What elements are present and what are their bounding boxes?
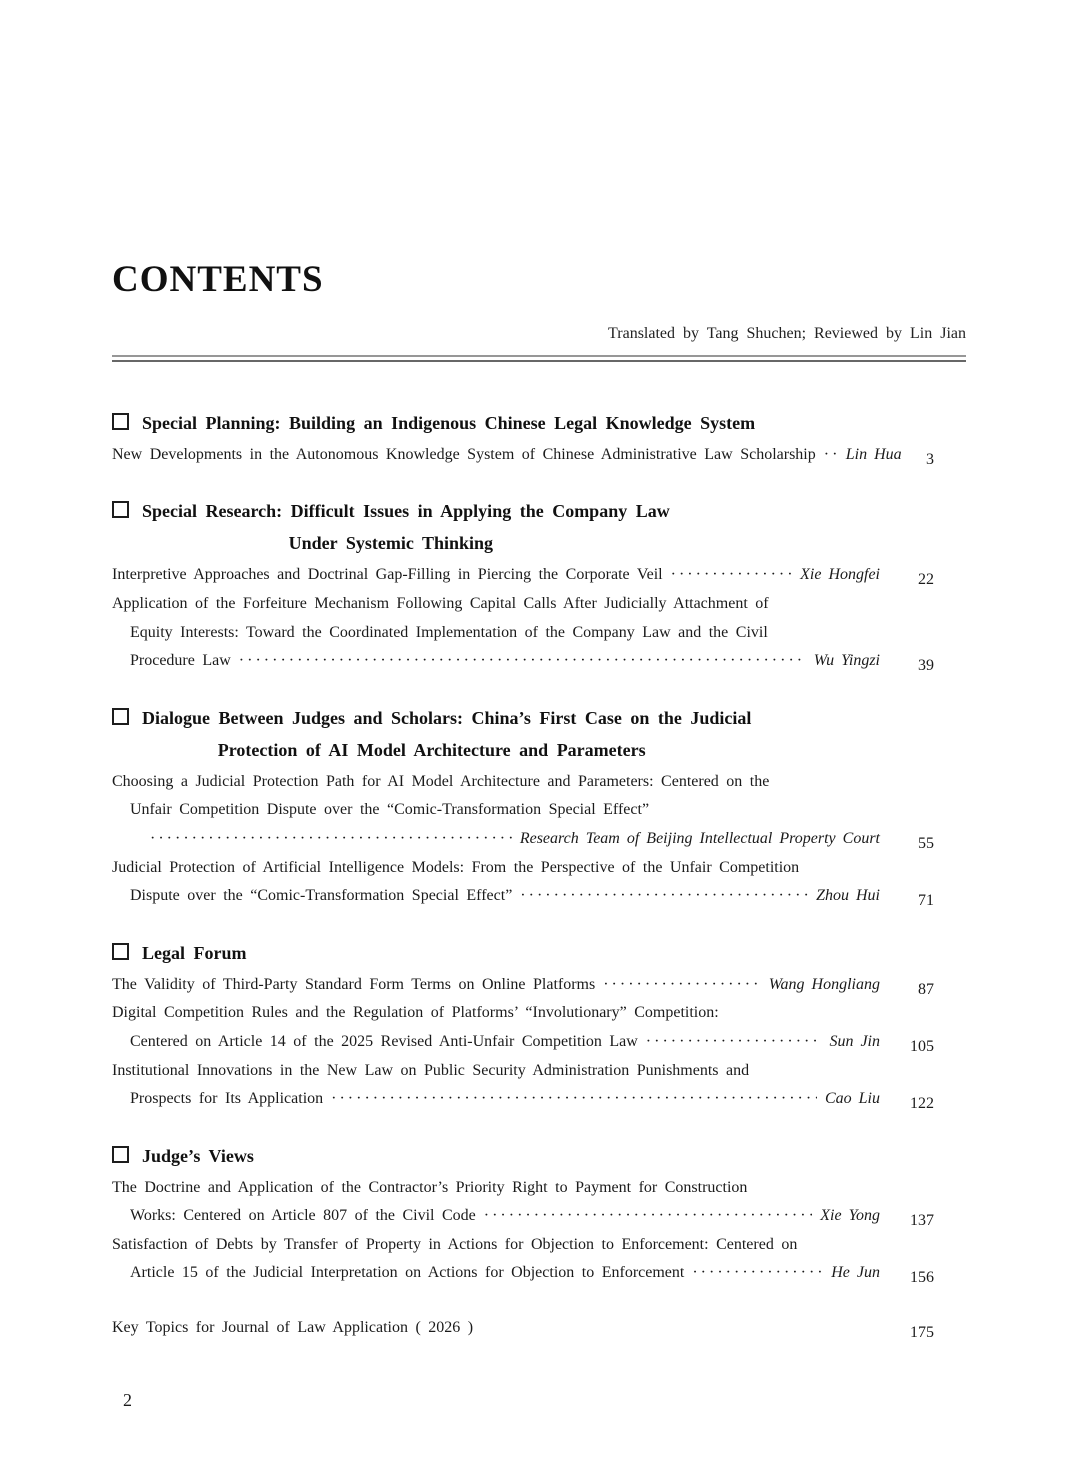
section-heading-text: [112, 407, 755, 439]
toc-entry-last-line: [112, 561, 880, 590]
toc-entry: [112, 999, 966, 1056]
toc-entry: [112, 854, 966, 911]
toc-entry-text-block: [112, 590, 880, 676]
toc-entry-text-block: [112, 441, 902, 470]
toc-entry-last-line: [112, 971, 880, 1000]
section-entries: [112, 1174, 966, 1288]
dot-leader: [520, 882, 808, 911]
toc-entry-line: Application of the Forfeiture Mechanism Following Capital Calls After Judicially Attachment of: [112, 594, 769, 612]
entry-author: Zhou Hui: [816, 887, 880, 905]
header-double-rule: [112, 355, 966, 362]
dot-leader: [603, 971, 760, 1000]
dot-leader: [692, 1259, 823, 1288]
entry-author: Lin Hua: [845, 445, 902, 463]
section-entries: [112, 768, 966, 911]
toc-entry-last-line: [112, 441, 902, 470]
toc-entry: [112, 561, 966, 590]
section-checkbox-icon: [112, 1146, 129, 1163]
dot-leader: [150, 825, 512, 854]
toc-entry-title: New Developments in the Autonomous Knowledge System of Chinese Administrative Law Scholarship: [112, 445, 816, 463]
standalone-entry-section: [112, 1314, 966, 1343]
toc-entry-text-block: [112, 561, 880, 590]
toc-entry-title: Works: Centered on Article 807 of the Civil Code: [130, 1207, 476, 1225]
entry-author: Xie Yong: [820, 1207, 880, 1225]
dot-leader: [239, 647, 806, 676]
toc-entry-last-line: [112, 647, 880, 676]
toc-entry-title: The Validity of Third-Party Standard Form Terms on Online Platforms: [112, 975, 596, 993]
section-heading-text: [112, 1140, 254, 1172]
entry-page-number: 156: [910, 1269, 934, 1287]
toc-entry-text-block: [112, 1314, 880, 1343]
entry-page-number: 3: [926, 450, 934, 468]
toc-entry-text-block: [112, 1231, 880, 1288]
entry-author: Cao Liu: [824, 1090, 880, 1108]
section-heading-text: [112, 495, 670, 559]
toc-section: [112, 495, 966, 675]
toc-entry-last-line: [112, 1028, 880, 1057]
section-entries: [112, 971, 966, 1114]
entry-author: Wu Yingzi: [813, 652, 880, 670]
toc-entry-text-block: [112, 1057, 880, 1114]
section-checkbox-icon: [112, 413, 129, 430]
toc-entry-last-line: [112, 1202, 880, 1231]
toc-entry-line: Choosing a Judicial Protection Path for AI Model Architecture and Parameters: Centered on the: [112, 772, 770, 790]
toc-entry: [112, 971, 966, 1000]
entry-author: He Jun: [831, 1264, 880, 1282]
toc-section: [112, 1140, 966, 1288]
section-heading-line: Judge’s Views: [142, 1145, 254, 1166]
page-title: CONTENTS: [112, 259, 324, 300]
toc-entry: [112, 1231, 966, 1288]
entry-page-number: 105: [910, 1037, 934, 1055]
toc-entry-text-block: [112, 999, 880, 1056]
entry-author: Sun Jin: [829, 1032, 880, 1050]
toc-entry: [112, 1314, 966, 1343]
section-entries: [112, 441, 966, 470]
entry-author: Research Team of Beijing Intellectual Property Court: [519, 829, 880, 847]
dot-leader: [671, 561, 793, 590]
toc-section: [112, 702, 966, 911]
section-heading-line: Special Planning: Building an Indigenous Chinese Legal Knowledge System: [142, 412, 756, 433]
dot-leader: [484, 1202, 812, 1231]
footer-page-number: 2: [123, 1390, 132, 1410]
entry-page-number: 137: [910, 1212, 934, 1230]
section-checkbox-icon: [112, 501, 129, 518]
toc-entry-title: Interpretive Approaches and Doctrinal Gap-Filling in Piercing the Corporate Veil: [112, 566, 663, 584]
entry-page-number: 55: [918, 834, 934, 852]
toc-entry-line: Unfair Competition Dispute over the “Comic-Transformation Special Effect”: [130, 801, 650, 819]
section-heading: [112, 407, 966, 439]
toc-entry-last-line: [112, 825, 880, 854]
toc-entry-line: Equity Interests: Toward the Coordinated Implementation of the Company Law and the Civil: [130, 623, 768, 641]
toc-entry: [112, 768, 966, 854]
toc-entry-line: The Doctrine and Application of the Contractor’s Priority Right to Payment for Construction: [112, 1178, 748, 1196]
toc-entry-title: Centered on Article 14 of the 2025 Revised Anti-Unfair Competition Law: [130, 1032, 638, 1050]
dot-leader: [331, 1085, 817, 1114]
toc-entry-last-line: [112, 1314, 880, 1343]
dot-leader: [646, 1028, 822, 1057]
toc-entry-last-line: [112, 1259, 880, 1288]
toc-entry-last-line: [112, 882, 880, 911]
toc-entry-text-block: [112, 768, 880, 854]
toc-entry-title: Prospects for Its Application: [130, 1090, 324, 1108]
contents-page: [112, 0, 966, 1343]
section-checkbox-icon: [112, 943, 129, 960]
toc-entry-text-block: [112, 1174, 880, 1231]
toc-section: [112, 407, 966, 470]
toc-entry-title: Key Topics for Journal of Law Application ( 2026 ): [112, 1319, 474, 1337]
toc-section: [112, 937, 966, 1114]
entry-page-number: 87: [918, 980, 934, 998]
toc-entry: [112, 590, 966, 676]
toc-entry-line: Institutional Innovations in the New Law on Public Security Administration Punishments and: [112, 1061, 750, 1079]
toc-entry-line: Judicial Protection of Artificial Intelligence Models: From the Perspective of the Unfair Competition: [112, 858, 800, 876]
entry-author: Wang Hongliang: [768, 975, 880, 993]
entry-page-number: 175: [910, 1324, 934, 1342]
entry-page-number: 22: [918, 571, 934, 589]
section-heading: [112, 1140, 966, 1172]
entry-page-number: 71: [918, 892, 934, 910]
entry-author: Xie Hongfei: [800, 566, 880, 584]
toc-entry-last-line: [112, 1085, 880, 1114]
toc-entry-text-block: [112, 854, 880, 911]
toc-entry-line: Satisfaction of Debts by Transfer of Property in Actions for Objection to Enforcement: Centered on: [112, 1235, 798, 1253]
section-heading-text: [112, 937, 247, 969]
toc-entry: [112, 1057, 966, 1114]
toc-entry-title: Procedure Law: [130, 652, 231, 670]
entry-page-number: 122: [910, 1095, 934, 1113]
section-heading: [112, 937, 966, 969]
section-heading: [112, 702, 966, 766]
toc-sections: [112, 407, 966, 1343]
toc-entry-line: Digital Competition Rules and the Regulation of Platforms’ “Involutionary” Competition:: [112, 1004, 719, 1022]
section-heading-text: [112, 702, 751, 766]
toc-entry-title: Dispute over the “Comic-Transformation Special Effect”: [130, 887, 513, 905]
section-entries: [112, 561, 966, 675]
toc-entry-text-block: [112, 971, 880, 1000]
toc-entry: [112, 1174, 966, 1231]
section-heading-line: Under Systemic Thinking: [288, 533, 494, 554]
section-heading-line: Special Research: Difficult Issues in Applying the Company Law: [142, 501, 670, 522]
toc-entry-title: Article 15 of the Judicial Interpretation on Actions for Objection to Enforcement: [130, 1264, 685, 1282]
section-heading-line: Protection of AI Model Architecture and Parameters: [217, 739, 646, 760]
section-heading-line: Dialogue Between Judges and Scholars: China’s First Case on the Judicial: [142, 707, 752, 728]
section-checkbox-icon: [112, 708, 129, 725]
entry-page-number: 39: [918, 657, 934, 675]
section-heading-line: Legal Forum: [142, 942, 247, 963]
translator-byline: Translated by Tang Shuchen; Reviewed by Lin Jian: [608, 324, 966, 342]
toc-entry: [112, 441, 966, 470]
dot-leader: [824, 441, 838, 470]
section-heading: [112, 495, 966, 559]
